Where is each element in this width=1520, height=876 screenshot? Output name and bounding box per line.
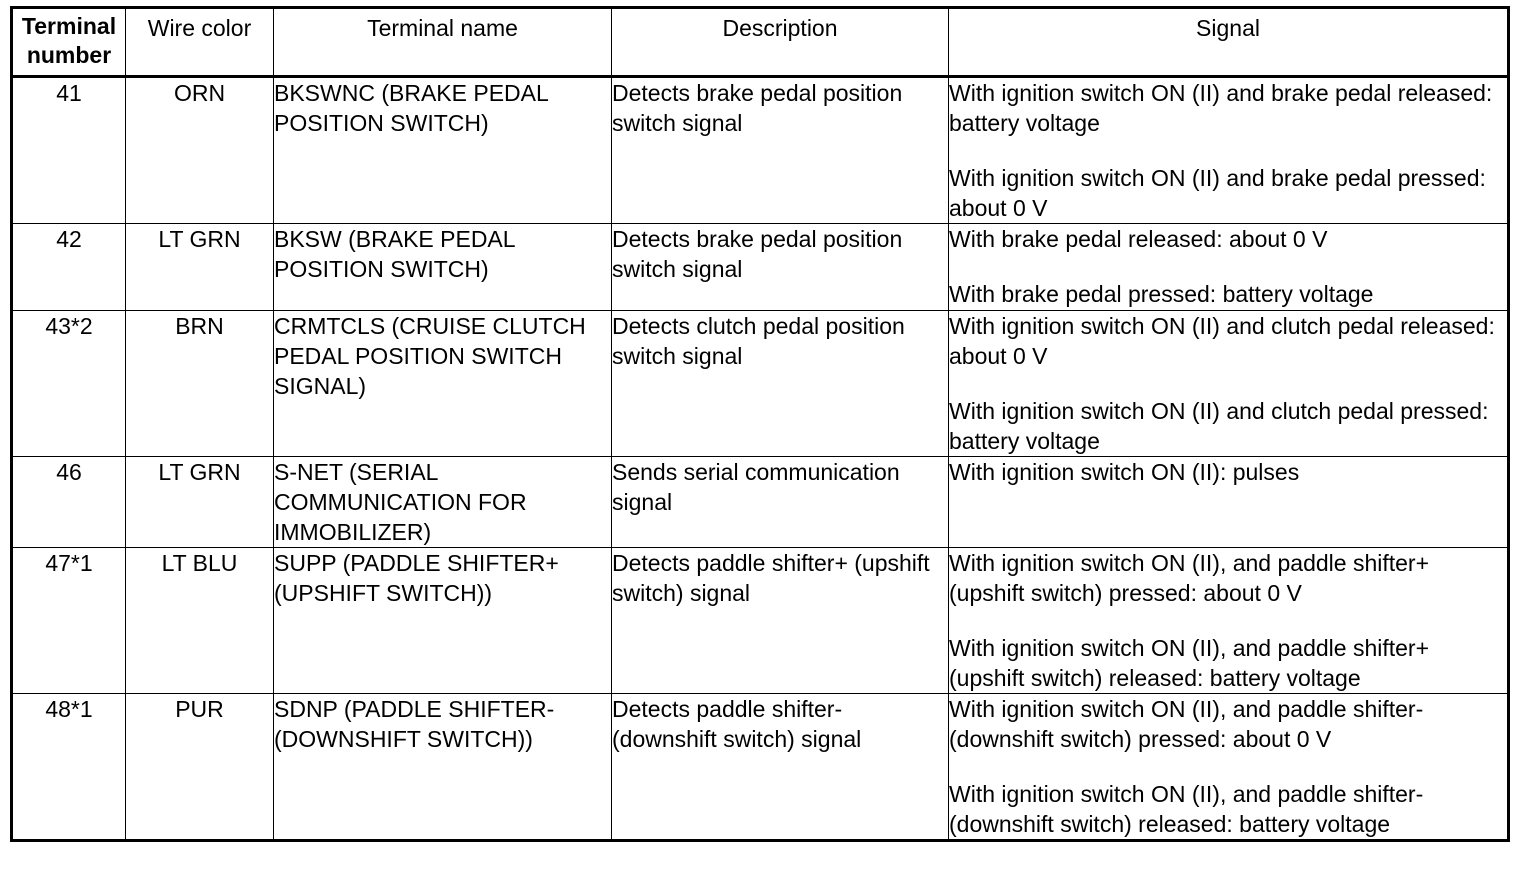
wire-color-cell: LT GRN (126, 224, 274, 311)
description-cell: Detects paddle shifter- (downshift switch) signal (612, 694, 949, 841)
terminal-name-cell: SDNP (PADDLE SHIFTER- (DOWNSHIFT SWITCH)) (274, 694, 612, 841)
table-row (12, 457, 1509, 548)
table-row (12, 311, 1509, 457)
wire-color-cell: PUR (126, 694, 274, 841)
description-cell: Detects brake pedal position switch signal (612, 224, 949, 311)
terminal-number-cell: 46 (12, 457, 126, 548)
signal-text: With brake pedal released: about 0 V (949, 226, 1328, 252)
signal-text: With brake pedal pressed: battery voltage (949, 281, 1374, 307)
signal-text: With ignition switch ON (II), and paddle shifter- (downshift switch) released: battery voltage (949, 781, 1424, 837)
signal-text: With ignition switch ON (II), and paddle shifter- (downshift switch) pressed: about 0 V (949, 696, 1424, 752)
signal-cell (949, 77, 1509, 224)
description-cell: Detects brake pedal position switch signal (612, 77, 949, 224)
signal-text: With ignition switch ON (II) and brake pedal released: battery voltage (949, 80, 1493, 136)
header-terminal-name: Terminal name (274, 8, 612, 77)
signal-cell (949, 694, 1509, 841)
signal-text: With ignition switch ON (II) and brake pedal pressed: about 0 V (949, 165, 1486, 221)
table-header (12, 8, 1509, 77)
terminal-number-cell: 43*2 (12, 311, 126, 457)
terminal-number-cell: 42 (12, 224, 126, 311)
terminal-name-cell: BKSWNC (BRAKE PEDAL POSITION SWITCH) (274, 77, 612, 224)
signal-cell (949, 311, 1509, 457)
wire-color-cell: LT BLU (126, 548, 274, 694)
table-row (12, 77, 1509, 224)
header-terminal-number: Terminal number (12, 8, 126, 77)
signal-text: With ignition switch ON (II), and paddle shifter+ (upshift switch) pressed: about 0 V (949, 550, 1430, 606)
header-signal: Signal (949, 8, 1509, 77)
description-cell: Detects paddle shifter+ (upshift switch) signal (612, 548, 949, 694)
table-row (12, 694, 1509, 841)
table-row (12, 224, 1509, 311)
terminal-name-cell: SUPP (PADDLE SHIFTER+ (UPSHIFT SWITCH)) (274, 548, 612, 694)
header-wire-color: Wire color (126, 8, 274, 77)
terminal-table (10, 6, 1510, 842)
terminal-name-cell: BKSW (BRAKE PEDAL POSITION SWITCH) (274, 224, 612, 311)
wire-color-cell: BRN (126, 311, 274, 457)
terminal-number-cell: 48*1 (12, 694, 126, 841)
header-row (12, 8, 1509, 77)
wire-color-cell: LT GRN (126, 457, 274, 548)
terminal-name-cell: S-NET (SERIAL COMMUNICATION FOR IMMOBILIZER) (274, 457, 612, 548)
signal-cell (949, 548, 1509, 694)
signal-text: With ignition switch ON (II): pulses (949, 459, 1300, 485)
terminal-number-cell: 41 (12, 77, 126, 224)
table-body (12, 77, 1509, 841)
signal-text: With ignition switch ON (II) and clutch pedal pressed: battery voltage (949, 398, 1489, 454)
description-cell: Sends serial communication signal (612, 457, 949, 548)
description-cell: Detects clutch pedal position switch signal (612, 311, 949, 457)
signal-cell (949, 457, 1509, 548)
terminal-name-cell: CRMTCLS (CRUISE CLUTCH PEDAL POSITION SWITCH SIGNAL) (274, 311, 612, 457)
terminal-number-cell: 47*1 (12, 548, 126, 694)
signal-text: With ignition switch ON (II) and clutch pedal released: about 0 V (949, 313, 1495, 369)
header-description: Description (612, 8, 949, 77)
signal-text: With ignition switch ON (II), and paddle shifter+ (upshift switch) released: battery voltage (949, 635, 1430, 691)
signal-cell (949, 224, 1509, 311)
wire-color-cell: ORN (126, 77, 274, 224)
table-row (12, 548, 1509, 694)
